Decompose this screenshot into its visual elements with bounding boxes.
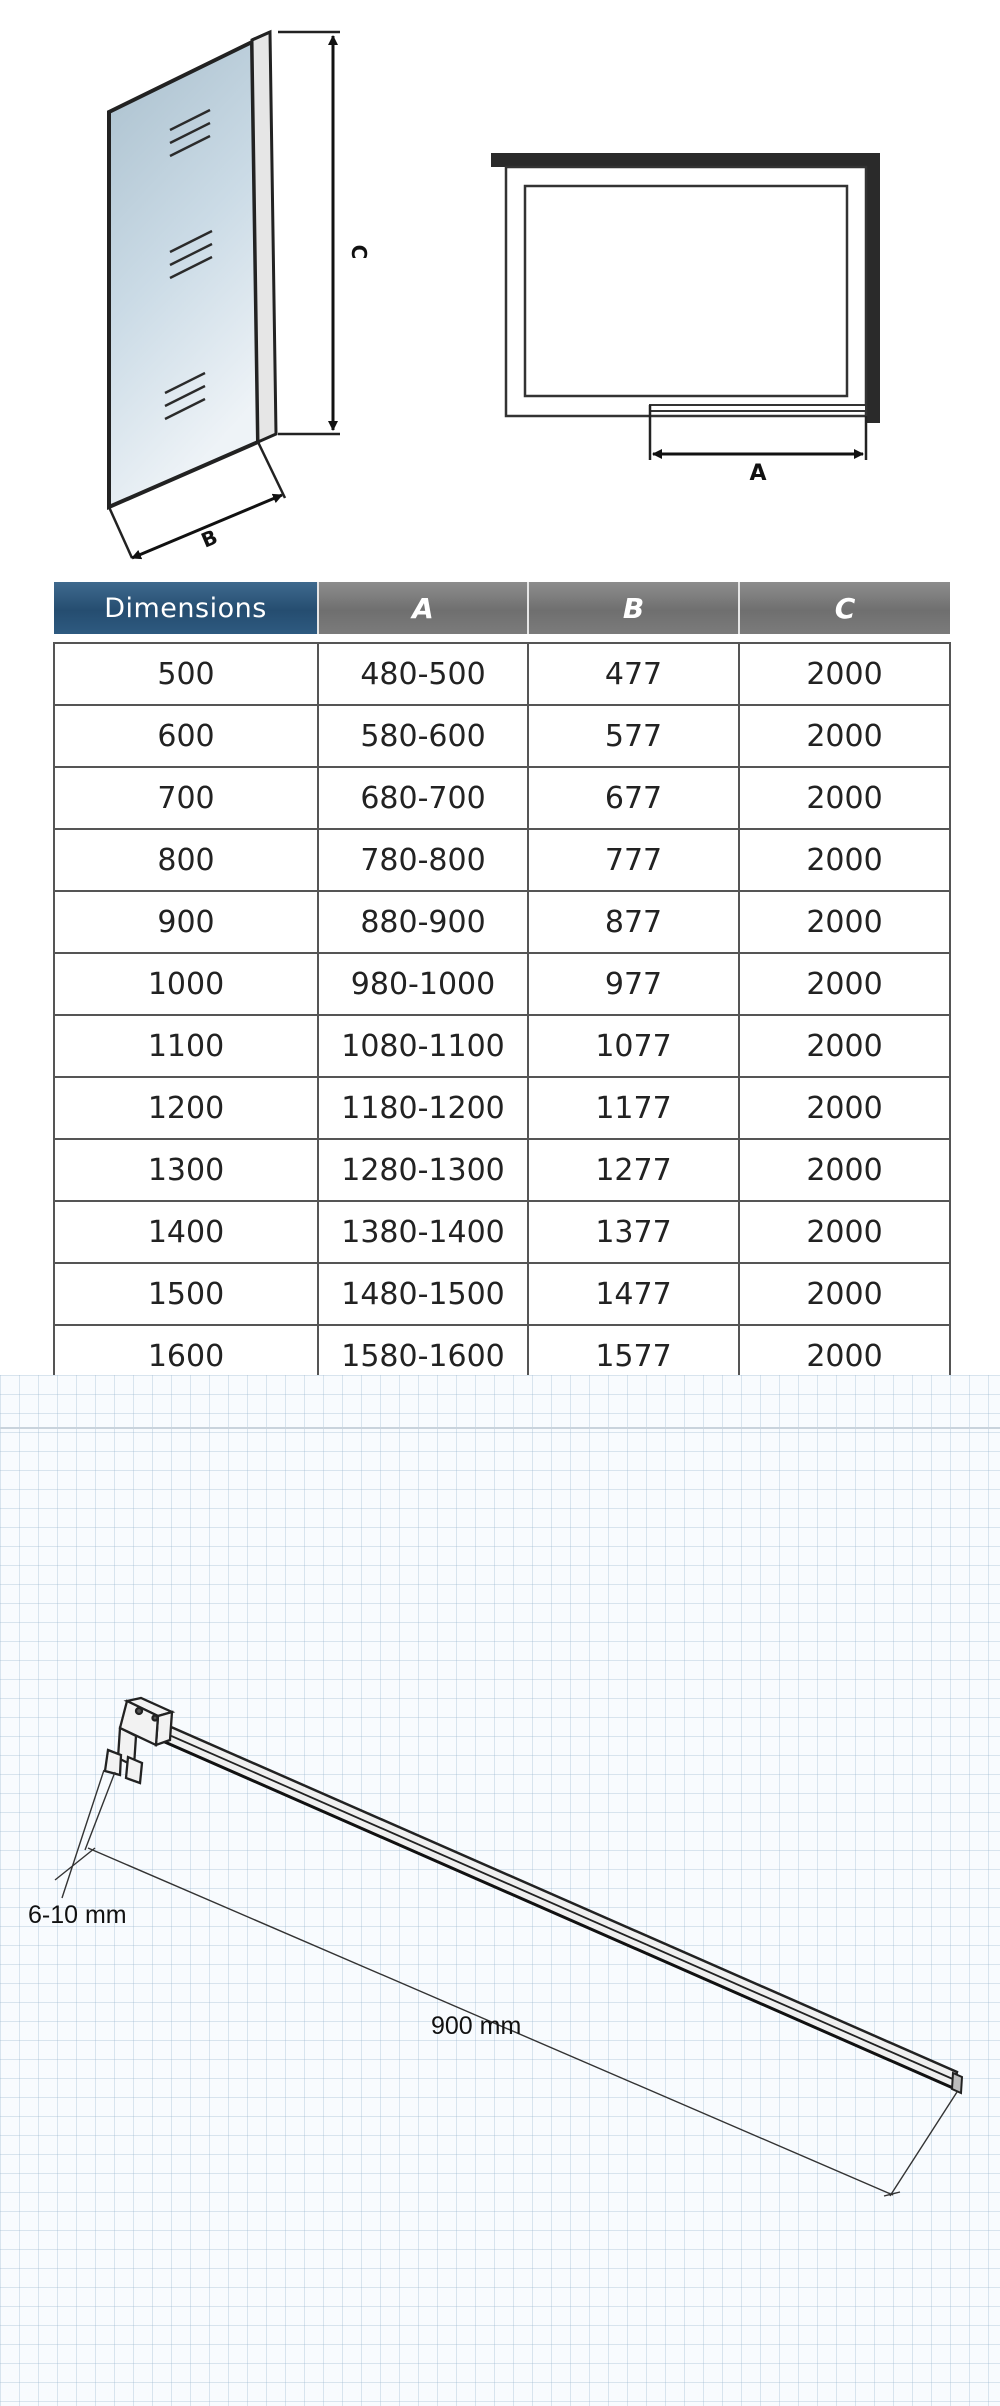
header-dimensions: Dimensions [54,582,318,634]
table-cell: 2000 [739,1325,950,1387]
table-cell: 1077 [528,1015,739,1077]
support-bar-drawing [0,1375,1000,2406]
table-cell: 2000 [739,1139,950,1201]
glass-plan [650,405,866,411]
table-cell: 1500 [54,1263,318,1325]
table-cell: 2000 [739,953,950,1015]
table-row [54,829,950,891]
label-a: A [749,461,767,486]
table-cell: 1000 [54,953,318,1015]
length-dimension-label: 900 mm [431,2012,522,2040]
table-cell: 1277 [528,1139,739,1201]
header-b: B [528,582,739,634]
table-cell: 677 [528,767,739,829]
table-cell: 2000 [739,1077,950,1139]
header-a: A [318,582,528,634]
header-c: C [739,582,950,634]
tray-inner [525,186,847,396]
table-cell: 1180-1200 [318,1077,528,1139]
glass-panel [109,42,258,507]
table-cell: 1480-1500 [318,1263,528,1325]
table-cell: 680-700 [318,767,528,829]
gap-dimension-label: 6-10 mm [28,1901,127,1929]
table-cell: 577 [528,705,739,767]
table-row [54,1077,950,1139]
table-cell: 977 [528,953,739,1015]
shower-plan-drawing [491,153,880,486]
table-row [54,643,950,705]
table-cell: 1400 [54,1201,318,1263]
table-cell: 2000 [739,1263,950,1325]
table-cell: 2000 [739,1201,950,1263]
table-row [54,705,950,767]
table-cell: 1200 [54,1077,318,1139]
table-cell: 1380-1400 [318,1201,528,1263]
label-c: C [347,244,371,260]
table-cell: 1177 [528,1077,739,1139]
table-body [54,643,950,1387]
table-row [54,891,950,953]
table-cell: 1600 [54,1325,318,1387]
table-cell: 2000 [739,643,950,705]
table-cell: 877 [528,891,739,953]
wall-bracket [105,1698,172,1783]
table-cell: 580-600 [318,705,528,767]
side-wall [866,153,880,423]
table-cell: 800 [54,829,318,891]
table-row [54,1201,950,1263]
gap-dimension-line [55,1848,95,1880]
dimensions-table [53,582,951,1388]
table-cell: 1577 [528,1325,739,1387]
glass-panel-drawing [109,32,371,558]
table-cell: 1477 [528,1263,739,1325]
table-cell: 2000 [739,829,950,891]
gap-extension-line-2 [62,1770,104,1898]
table-cell: 500 [54,643,318,705]
table-cell: 2000 [739,1015,950,1077]
table-cell: 980-1000 [318,953,528,1015]
table-cell: 1100 [54,1015,318,1077]
table-cell: 1080-1100 [318,1015,528,1077]
table-cell: 2000 [739,891,950,953]
table-cell: 600 [54,705,318,767]
table-cell: 900 [54,891,318,953]
wall-profile [252,32,276,442]
table-cell: 700 [54,767,318,829]
table-cell: 2000 [739,705,950,767]
table-cell: 880-900 [318,891,528,953]
table-row [54,767,950,829]
table-header-row [54,582,950,634]
table-cell: 1300 [54,1139,318,1201]
tray-outline [506,167,866,416]
table-row [54,1263,950,1325]
label-b: B [197,524,221,553]
table-cell: 480-500 [318,643,528,705]
table-cell: 1280-1300 [318,1139,528,1201]
table-row [54,953,950,1015]
top-diagrams [0,0,1000,580]
bar-end-cap [952,2073,962,2093]
table-cell: 1580-1600 [318,1325,528,1387]
back-wall [491,153,880,167]
length-extension-line [890,2092,957,2196]
table-cell: 2000 [739,767,950,829]
table-row [54,1015,950,1077]
table-cell: 780-800 [318,829,528,891]
table-row [54,1139,950,1201]
table-cell: 1377 [528,1201,739,1263]
table-cell: 777 [528,829,739,891]
table-cell: 477 [528,643,739,705]
